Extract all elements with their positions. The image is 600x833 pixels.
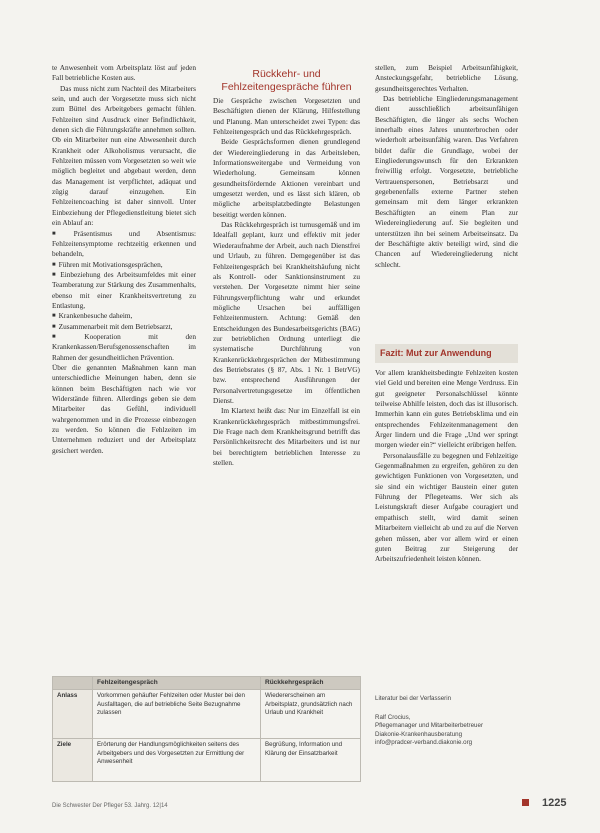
row-label: Anlass	[53, 690, 93, 739]
bullet-item: ■ Zusammenarbeit mit dem Betriebsarzt,	[52, 322, 196, 332]
page-marker	[522, 799, 529, 806]
paragraph: Beide Gesprächsformen dienen grundlegend der Wiedereingliederung in das Arbeitsleben, Informationsweitergabe und Vermeidung von Wiederholung. Gemeinsam können gesundheitsfördernde Aktionen vereinbart und umgesetzt werden, und es lässt sich klären, ob mögliche arbeitsplatzbedingte Belastungen beseitigt werden können.	[213, 137, 360, 219]
table-header-cell: Rückkehrgespräch	[261, 677, 361, 690]
paragraph: Das betriebliche Eingliederungsmanagement dient ausschließlich arbeitsunfähigen Beschäftigten, die länger als sechs Wochen innerhalb eines Jahres ununterbrochen oder wiederholt arbeitsunfähig waren. Das Verfahren bildet dafür die Grundlage, wobei der Eingliederungswunsch für den Erkrankten freiwillig erfolgt. Vorgesetzte, betriebliche Vertrauenspersonen, Betriebsarzt und gegebenenfalls externe Partner stehen gemeinsam mit dem länger erkrankten Beschäftigten an einem Plan zur Wiedereingliederung auf. Sie begleiten und unterstützen ihn bei seinem Arbeitseinsatz. Da der Beschäftigte aktiv beteiligt wird, sind die Chancen auf Wiedereingliederung nicht schlecht.	[375, 94, 518, 269]
table-header-row	[53, 677, 361, 690]
row-label: Ziele	[53, 739, 93, 782]
paragraph: Das Rückkehrgespräch ist turnusgemäß und im Idealfall geplant, kurz und effektiv mit jeder Wiederaufnahme der Arbeit, auch nach Dienstfrei und Urlaub, zu führen. Demgegenüber ist das Fehlzeitengespräch bei Krankheitshäufung nicht als Kontroll- oder Sanktionsinstrument zu verstehen. Der Vorgesetzte nimmt hier seine Führungsverpflichtung wahr und erkundet mögliche Ursachen bei auffälligen Fehlzeitenmustern. Achtung: Gemäß den Entscheidungen des Bundesarbeitsgerichts (BAG) zur betrieblichen Ordnung unterliegt die systematische Durchführung von Krankenrückkehrgesprächen der Mitbestimmung des Betriebsrates (§ 87, Abs. 1 Nr. 1 BetrVG) bzw. entsprechend Ausführungen der Personalvertretungsgesetze im öffentlichen Dienst.	[213, 220, 360, 405]
author-affiliation: Diakonie-Krankenhausberatung	[375, 730, 463, 738]
bullet-item: ■ Führen mit Motivationsgesprächen,	[52, 260, 196, 270]
paragraph: Im Klartext heißt das: Nur im Einzelfall ist ein Krankenrückkehrgespräch mitbestimmungsfrei. Die Frage nach dem Krankheitsgrund betrifft das Persönlichkeitsrecht des Mitarbeiters und ist nur bei berechtigtem betrieblichen Interesse zu stellen.	[213, 406, 360, 468]
bullet-item: ■ Einbeziehung des Arbeitsumfeldes mit einer Teamberatung zur Stärkung des Zusammenhalts, ebenso mit einer Krankheitsvertretung zu Entlastung,	[52, 270, 196, 311]
paragraph: Über die genannten Maßnahmen kann man unterschiedliche Meinungen haben, denn sie können beim Beschäftigten nach wie vor Widerstände führen. Allerdings geben sie dem Mitarbeiter das Gefühl, individuell wahrgenommen und in die Prozesse einbezogen zu werden. So können die Fehlzeiten im Unternehmen reduziert und der Arbeitsplatz gesichert werden.	[52, 362, 196, 455]
article-column-right	[375, 63, 518, 270]
literature-note: Literatur bei der Verfasserin	[375, 695, 452, 702]
table-cell: Wiedererscheinen am Arbeitsplatz, grundsätzlich nach Urlaub und Krankheit	[261, 690, 361, 739]
bullet-item: ■ Krankenbesuche daheim,	[52, 311, 196, 321]
bullet-item: ■ Präsentismus und Absentismus: Fehlzeitensymptome rechtzeitig erkennen und behandeln,	[52, 229, 196, 260]
page-number: 1225	[542, 797, 567, 809]
comparison-table	[52, 676, 361, 782]
paragraph: stellen, zum Beispiel Arbeitsunfähigkeit, Ansteckungsgefahr, betriebliche Lösung, gesundheitsgerechtes Verhalten.	[375, 63, 518, 93]
table-header-cell: Fehlzeitengespräch	[93, 677, 261, 690]
author-role: Pflegemanager und Mitarbeiterbetreuer	[375, 722, 484, 730]
author-email[interactable]: info@pradcer-verband.diakonie.org	[375, 738, 473, 746]
table-row	[53, 739, 361, 782]
table-cell: Begrüßung, Information und Klärung der Einsatzbarkeit	[261, 739, 361, 782]
author-box	[375, 695, 518, 747]
article-column-left	[52, 63, 196, 456]
table-header-cell	[53, 677, 93, 690]
table-cell: Erörterung der Handlungsmöglichkeiten seitens des Arbeitgebers und des Vorgesetzten zur Ermittlung der Anwesenheit	[93, 739, 261, 782]
section-headline: Rückkehr- und Fehlzeitengespräche führen	[221, 68, 352, 93]
paragraph: Die Gespräche zwischen Vorgesetzten und Beschäftigten dienen der Klärung, Hilfestellung und Planung. Man unterscheidet zwei Typen: das Fehlzeitengespräch und das Rückkehrgespräch.	[213, 96, 360, 137]
table-cell: Vorkommen gehäufter Fehlzeiten oder Muster bei den Ausfalltagen, die auf betriebliche Seite Bezugnahme zulassen	[93, 690, 261, 739]
author-name: Ralf Crocius,	[375, 714, 411, 722]
paragraph: te Anwesenheit vom Arbeitsplatz löst auf jeden Fall betriebliche Kosten aus.	[52, 63, 196, 83]
table-row	[53, 690, 361, 739]
paragraph: Das muss nicht zum Nachteil des Mitarbeiters sein, und auch der Vorgesetzte muss sich nicht zum Büttel des Arbeitgebers gemacht fühlen. Fehlzeiten sind Ausdruck einer Befindlichkeit, denen sich die Führungskräfte annehmen sollten. Ob ein Mitarbeiter nun eine Abwesenheit durch Krankheit oder Alkoholismus verursacht, die Fehlzeiten müssen vom Vorgesetzten so weit wie möglich begleitet und abgebaut werden, denn das Management ist verpflichtet, adäquat und zügig darauf einzugehen. Ein Fehlzeitencoaching ist daher sinnvoll. Unter Einbeziehung der Pflegedienstleitung bietet sich ein Ablauf an:	[52, 83, 196, 228]
paragraph: Personalausfälle zu begegnen und Fehlzeitige Gegenmaßnahmen zu ergreifen, gehören zu den gewichtigen Funktionen von Vorgesetzten, und sie sind ein wichtiger Baustein einer guten Führung der Pflegeteams. Wer sich als Leistungskraft dieser Aufgabe couragiert und empathisch stellt, wird damit seinen Mitarbeitern vielleicht ab und zu auf die Nerven gehen müssen, aber vor allem wird er einen guten Beitrag zur Steigerung der Arbeitszufriedenheit leisten können.	[375, 450, 518, 564]
fazit-heading: Fazit: Mut zur Anwendung	[380, 348, 492, 358]
article-column-right-conclusion	[375, 368, 518, 565]
bullet-item: ■ Kooperation mit den Krankenkassen/Berufsgenossenschaften im Rahmen der gesundheitlichen Prävention.	[52, 332, 196, 363]
article-column-middle	[213, 96, 360, 468]
page-footer: Die Schwester Der Pfleger 53. Jahrg. 12|14	[52, 803, 168, 809]
paragraph: Vor allem krankheitsbedingte Fehlzeiten kosten viel Geld und bereiten eine Menge Verdruss. Ein gut geeigneter Personalschlüssel könnte teilweise Abhilfe leisten, doch das ist illusorisch. Immerhin kann ein gutes Betriebsklima und ein entsprechendes Fehlzeitenmanagement den Ärger lindern und die Frage „Und wer springt morgen wieder ein?“ vielleicht erübrigen helfen.	[375, 368, 518, 450]
